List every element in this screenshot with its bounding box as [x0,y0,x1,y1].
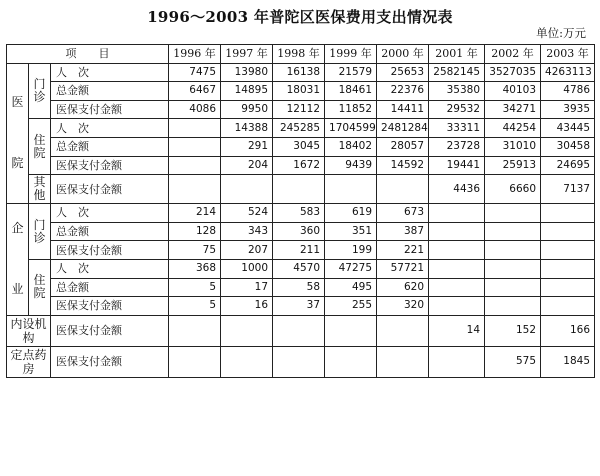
value-cell [221,346,273,377]
value-cell [541,241,595,260]
value-cell: 7475 [169,63,221,82]
value-cell: 16138 [273,63,325,82]
value-cell: 23728 [429,137,485,156]
row-label: 医保支付金额 [51,346,169,377]
value-cell: 4086 [169,100,221,119]
value-cell: 4263113 [541,63,595,82]
group-pharmacy: 定点药房 [7,346,51,377]
value-cell [221,175,273,204]
value-cell: 6467 [169,82,221,101]
group-hospital: 医 院 [7,63,29,204]
value-cell: 583 [273,204,325,223]
value-cell: 5 [169,278,221,297]
unit-label: 单位:万元 [536,26,586,40]
value-cell: 19441 [429,156,485,175]
value-cell: 360 [273,222,325,241]
value-cell: 1704599 [325,119,377,138]
value-cell [485,297,541,316]
value-cell: 12112 [273,100,325,119]
row-label: 人 次 [51,259,169,278]
value-cell: 152 [485,315,541,346]
value-cell [429,222,485,241]
value-cell: 25653 [377,63,429,82]
value-cell [541,222,595,241]
row-label: 医保支付金额 [51,315,169,346]
value-cell [377,315,429,346]
value-cell: 7137 [541,175,595,204]
value-cell: 16 [221,297,273,316]
value-cell: 620 [377,278,429,297]
value-cell [541,297,595,316]
value-cell [169,315,221,346]
value-cell [169,346,221,377]
table-row [7,241,595,260]
value-cell: 35380 [429,82,485,101]
value-cell: 128 [169,222,221,241]
value-cell: 43445 [541,119,595,138]
row-label: 人 次 [51,204,169,223]
value-cell: 343 [221,222,273,241]
value-cell: 3045 [273,137,325,156]
value-cell [429,259,485,278]
value-cell: 320 [377,297,429,316]
table-row [7,63,595,82]
value-cell: 28057 [377,137,429,156]
value-cell [325,315,377,346]
table-row [7,156,595,175]
header-row [7,45,595,64]
table-title: 1996～2003 年普陀区医保费用支出情况表 [147,8,453,26]
value-cell: 495 [325,278,377,297]
value-cell [169,137,221,156]
value-cell: 199 [325,241,377,260]
value-cell: 4436 [429,175,485,204]
value-cell: 40103 [485,82,541,101]
value-cell: 214 [169,204,221,223]
row-label: 总金额 [51,82,169,101]
value-cell [429,297,485,316]
value-cell [325,175,377,204]
value-cell [169,175,221,204]
value-cell: 3935 [541,100,595,119]
value-cell [485,278,541,297]
table-row [7,222,595,241]
header-year: 2003 年 [541,45,595,64]
value-cell [429,204,485,223]
value-cell: 204 [221,156,273,175]
table-row [7,278,595,297]
value-cell [221,315,273,346]
value-cell: 34271 [485,100,541,119]
header-year: 1998 年 [273,45,325,64]
value-cell [429,278,485,297]
header-year: 1996 年 [169,45,221,64]
value-cell: 58 [273,278,325,297]
value-cell: 37 [273,297,325,316]
header-year: 1999 年 [325,45,377,64]
value-cell: 13980 [221,63,273,82]
value-cell: 18461 [325,82,377,101]
value-cell: 4570 [273,259,325,278]
value-cell: 221 [377,241,429,260]
value-cell: 619 [325,204,377,223]
value-cell: 31010 [485,137,541,156]
value-cell [325,346,377,377]
value-cell: 18402 [325,137,377,156]
group-other: 其他 [29,175,51,204]
value-cell: 18031 [273,82,325,101]
group-internal: 内设机构 [7,315,51,346]
value-cell: 25913 [485,156,541,175]
value-cell [429,241,485,260]
value-cell [169,156,221,175]
value-cell: 57721 [377,259,429,278]
value-cell [377,346,429,377]
table-row [7,175,595,204]
row-label: 人 次 [51,119,169,138]
table-row [7,297,595,316]
value-cell: 211 [273,241,325,260]
group-inpatient: 住院 [29,119,51,175]
value-cell: 9950 [221,100,273,119]
value-cell: 166 [541,315,595,346]
expense-table [6,44,595,378]
value-cell [429,346,485,377]
value-cell [541,278,595,297]
row-label: 总金额 [51,137,169,156]
group-inpatient: 住院 [29,259,51,315]
value-cell [541,204,595,223]
value-cell: 33311 [429,119,485,138]
value-cell [273,315,325,346]
value-cell: 47275 [325,259,377,278]
value-cell: 2582145 [429,63,485,82]
value-cell [169,119,221,138]
value-cell: 44254 [485,119,541,138]
header-item: 项 目 [7,45,169,64]
table-row [7,315,595,346]
value-cell: 75 [169,241,221,260]
table-row [7,259,595,278]
header-year: 2001 年 [429,45,485,64]
value-cell [377,175,429,204]
value-cell: 673 [377,204,429,223]
value-cell [273,175,325,204]
table-row [7,119,595,138]
table-row [7,100,595,119]
value-cell: 22376 [377,82,429,101]
value-cell: 5 [169,297,221,316]
value-cell: 14 [429,315,485,346]
value-cell: 351 [325,222,377,241]
value-cell: 255 [325,297,377,316]
table-row [7,137,595,156]
group-enterprise: 企 业 [7,204,29,316]
value-cell: 29532 [429,100,485,119]
value-cell: 1845 [541,346,595,377]
value-cell: 3527035 [485,63,541,82]
value-cell [485,204,541,223]
value-cell: 14592 [377,156,429,175]
table-row [7,82,595,101]
header-year: 2000 年 [377,45,429,64]
value-cell: 9439 [325,156,377,175]
group-outpatient: 门诊 [29,204,51,260]
value-cell: 207 [221,241,273,260]
table-row [7,204,595,223]
value-cell: 1000 [221,259,273,278]
row-label: 总金额 [51,222,169,241]
row-label: 总金额 [51,278,169,297]
value-cell: 1672 [273,156,325,175]
row-label: 医保支付金额 [51,156,169,175]
value-cell: 30458 [541,137,595,156]
value-cell: 291 [221,137,273,156]
value-cell: 575 [485,346,541,377]
table-row [7,346,595,377]
group-outpatient: 门诊 [29,63,51,119]
value-cell [273,346,325,377]
value-cell: 368 [169,259,221,278]
value-cell: 2481284 [377,119,429,138]
value-cell: 24695 [541,156,595,175]
value-cell: 21579 [325,63,377,82]
row-label: 医保支付金额 [51,175,169,204]
value-cell: 11852 [325,100,377,119]
value-cell [485,241,541,260]
value-cell [541,259,595,278]
value-cell: 14411 [377,100,429,119]
value-cell: 17 [221,278,273,297]
value-cell: 6660 [485,175,541,204]
value-cell [485,222,541,241]
value-cell: 4786 [541,82,595,101]
row-label: 医保支付金额 [51,297,169,316]
row-label: 医保支付金额 [51,100,169,119]
row-label: 医保支付金额 [51,241,169,260]
value-cell [485,259,541,278]
value-cell: 14388 [221,119,273,138]
header-year: 2002 年 [485,45,541,64]
row-label: 人 次 [51,63,169,82]
value-cell: 14895 [221,82,273,101]
value-cell: 387 [377,222,429,241]
header-year: 1997 年 [221,45,273,64]
value-cell: 245285 [273,119,325,138]
value-cell: 524 [221,204,273,223]
